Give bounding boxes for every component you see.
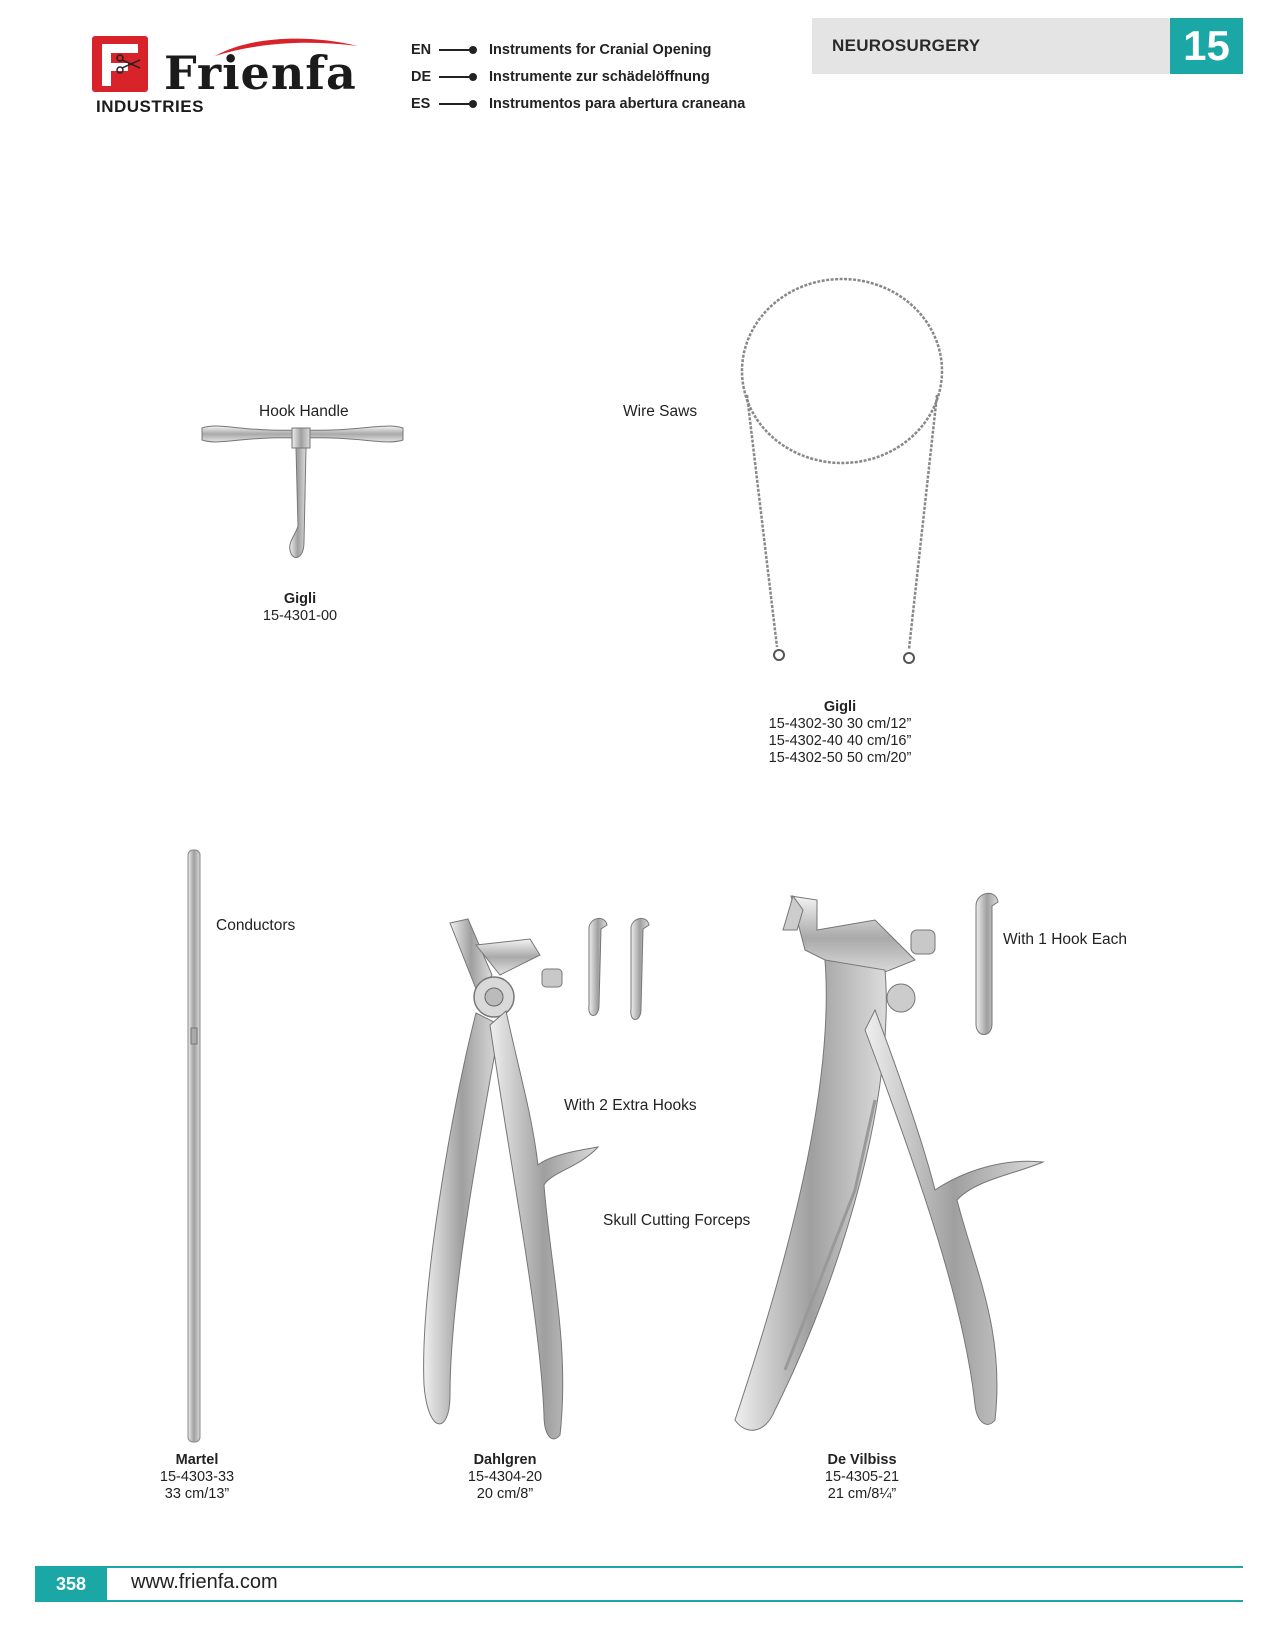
language-line-de — [411, 68, 710, 86]
connector-icon — [439, 103, 473, 105]
with-2-extra-hooks-label: With 2 Extra Hooks — [564, 1097, 697, 1114]
product-name: Gigli — [283, 591, 317, 607]
product-code: 15-4304-20 — [467, 1469, 543, 1485]
brand-sub: INDUSTRIES — [96, 97, 204, 116]
product-size: 33 cm/13” — [164, 1486, 230, 1502]
language-line-en — [411, 41, 711, 59]
skull-cutting-forceps-label: Skull Cutting Forceps — [603, 1212, 751, 1229]
de-vilbiss-caption — [797, 1452, 927, 1503]
product-name: Dahlgren — [473, 1452, 537, 1468]
page-number: 358 — [35, 1566, 107, 1602]
de-vilbiss-forceps-illustration — [725, 890, 1055, 1450]
section-title: NEUROSURGERY — [832, 36, 981, 55]
brand-logo — [92, 34, 362, 116]
language-code: EN — [411, 42, 432, 58]
section-number: 15 — [1170, 18, 1243, 74]
logo-mark-icon — [92, 36, 148, 92]
product-name: Gigli — [823, 699, 857, 715]
product-code: 15-4302-30 30 cm/12” — [768, 716, 912, 732]
single-hook-icon — [972, 888, 1002, 1038]
language-code: ES — [411, 96, 431, 112]
wire-saws-label: Wire Saws — [623, 403, 698, 420]
product-name: Martel — [175, 1452, 219, 1468]
language-line-es — [411, 95, 745, 113]
product-size: 21 cm/8¼” — [827, 1486, 897, 1502]
conductors-label: Conductors — [216, 917, 296, 934]
connector-icon — [439, 49, 473, 51]
product-code: 15-4303-33 — [159, 1469, 235, 1485]
with-1-hook-each-label: With 1 Hook Each — [1003, 931, 1128, 948]
product-name: De Vilbiss — [827, 1452, 897, 1468]
footer-url-link[interactable]: www.frienfa.com — [131, 1571, 278, 1593]
product-code: 15-4305-21 — [824, 1469, 900, 1485]
footer-rule-bottom — [35, 1600, 1243, 1602]
product-size: 20 cm/8” — [476, 1486, 534, 1502]
product-code: 15-4302-40 40 cm/16” — [768, 733, 912, 749]
language-text: Instruments for Cranial Opening — [489, 42, 712, 58]
gigli-saw-caption — [740, 699, 940, 767]
hook-handle-label: Hook Handle — [259, 403, 349, 420]
conductor-illustration — [184, 848, 206, 1448]
martel-caption — [137, 1452, 257, 1503]
language-code: DE — [411, 69, 432, 85]
footer-rule-top — [35, 1566, 1243, 1568]
product-code: 15-4301-00 — [262, 608, 338, 624]
wire-saw-illustration — [725, 275, 960, 670]
hook-handle-illustration — [200, 422, 405, 572]
extra-hooks-icon — [585, 915, 655, 1025]
brand-name: Frienfa — [164, 46, 357, 100]
product-code: 15-4302-50 50 cm/20” — [768, 750, 912, 766]
gigli-handle-caption — [240, 591, 360, 625]
connector-icon — [439, 76, 473, 78]
language-text: Instrumentos para abertura craneana — [489, 96, 746, 112]
language-text: Instrumente zur schädelöffnung — [489, 69, 710, 85]
dahlgren-caption — [445, 1452, 565, 1503]
